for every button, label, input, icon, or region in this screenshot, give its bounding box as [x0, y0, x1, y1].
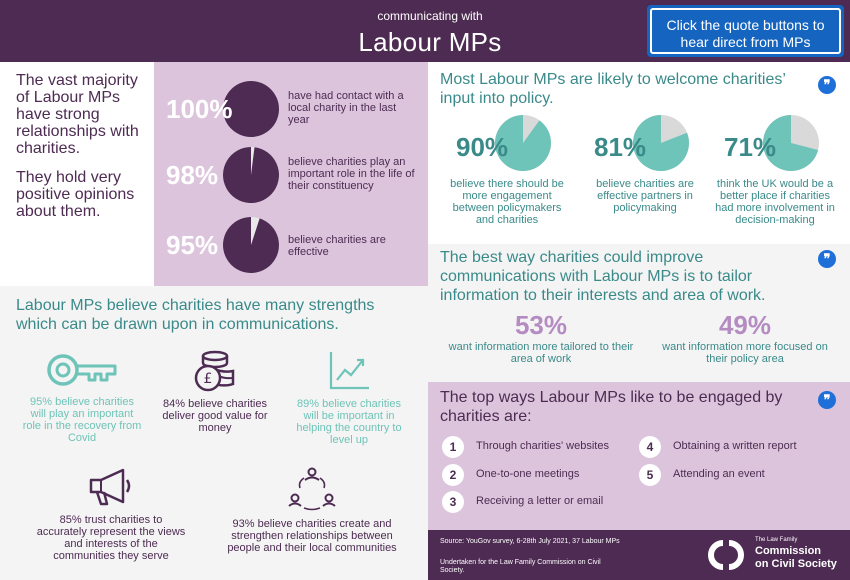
- stat-percent: 81%: [594, 132, 647, 162]
- strength-label: 93% believe charities create and strengthen relationships between people and their local communities: [227, 518, 397, 554]
- stat-label: want information more focused on their policy area: [662, 341, 828, 365]
- strengths-heading: Labour MPs believe charities have many strengths which can be drawn upon in communications.: [16, 297, 375, 333]
- policy-input-heading: Most Labour MPs are likely to welcome charities’ input into policy.: [440, 71, 786, 107]
- best-way-heading: The best way charities could improve communications with Labour MPs is to tailor information to their interests and area of work.: [440, 249, 766, 304]
- stat-row: [154, 146, 428, 206]
- policy-input-panel: [428, 62, 850, 244]
- quote-button[interactable]: ❞: [818, 391, 836, 409]
- rank-badge: 3: [442, 491, 464, 513]
- intro-panel: [0, 62, 154, 286]
- stat-label: want information more tailored to their area of work: [448, 341, 634, 365]
- engagement-text: Attending an event: [673, 468, 765, 480]
- page-title: Labour MPs: [358, 27, 502, 57]
- strength-item: [36, 466, 186, 562]
- network-icon: [288, 466, 336, 512]
- engagement-text: One-to-one meetings: [476, 468, 580, 480]
- stat-percent: 71%: [724, 132, 777, 162]
- svg-text:£: £: [203, 371, 213, 387]
- megaphone-icon: [87, 466, 135, 508]
- engagement-text: Through charities' websites: [476, 440, 609, 452]
- header-subtitle: communicating with: [377, 9, 483, 23]
- stat-row: [154, 216, 428, 276]
- engagement-text: Obtaining a written report: [673, 440, 797, 452]
- strengths-panel: [0, 286, 428, 580]
- key-icon: [45, 350, 119, 390]
- logo-small-text: The Law Family: [755, 537, 798, 543]
- undertaken-note: Undertaken for the Law Family Commission on Civil Society.: [440, 559, 601, 574]
- stat-label: believe charities are effective: [288, 234, 386, 258]
- rank-badge: 4: [639, 436, 661, 458]
- stat-percent: 98%: [166, 160, 219, 190]
- strength-item: [290, 350, 408, 446]
- stat-label: think the UK would be a better place if charities had more involvement in decision-making: [715, 178, 835, 226]
- relationship-stats-panel: [154, 62, 428, 286]
- stat-percent: 100%: [166, 94, 233, 124]
- coins-icon: [193, 350, 237, 392]
- logo-line-1: Commission: [755, 545, 822, 557]
- stat-label: believe charities play an important role in the life of their constituency: [288, 156, 415, 192]
- engagement-text: Receiving a letter or email: [476, 495, 604, 507]
- strength-label: 85% trust charities to accurately represent the views and interests of the communities they serve: [36, 514, 186, 562]
- footer: [428, 530, 850, 580]
- stat-label: believe charities are effective partners in policymaking: [596, 178, 694, 214]
- engagement-heading: The top ways Labour MPs like to be engaged by charities are:: [440, 389, 783, 425]
- intro-text-1: The vast majority of Labour MPs have strong relationships with charities.: [16, 72, 139, 157]
- stat-percent: 53%: [514, 310, 568, 340]
- rank-badge: 5: [639, 464, 661, 486]
- stat-label: have had contact with a local charity in the last year: [288, 90, 404, 126]
- strength-label: 84% believe charities deliver good value for money: [162, 398, 268, 434]
- rank-badge: 1: [442, 436, 464, 458]
- header: [0, 0, 850, 62]
- commission-logo-icon: [705, 537, 747, 573]
- quote-instruction-button[interactable]: [647, 5, 844, 57]
- best-way-panel: [428, 244, 850, 382]
- best-way-stat: [650, 310, 840, 365]
- engagement-panel: [428, 382, 850, 530]
- strength-item: [156, 350, 274, 434]
- stat-percent: 95%: [166, 230, 219, 260]
- logo-line-2: on Civil Society: [755, 558, 837, 570]
- stat-percent: 49%: [718, 310, 772, 340]
- strength-item: [22, 350, 142, 444]
- best-way-stat: [446, 310, 636, 365]
- quote-button[interactable]: ❞: [818, 76, 836, 94]
- quote-button[interactable]: ❞: [818, 250, 836, 268]
- intro-text-2: They hold very positive opinions about them.: [16, 169, 135, 220]
- source-note: Source: YouGov survey, 6-28th July 2021, 37 Labour MPs: [440, 538, 620, 545]
- rank-badge: 2: [442, 464, 464, 486]
- strength-item: [220, 466, 404, 554]
- strength-label: 95% believe charities will play an important role in the recovery from Covid: [22, 396, 142, 444]
- chart-up-icon: [327, 350, 371, 392]
- strength-label: 89% believe charities will be important in helping the country to level up: [296, 398, 402, 446]
- stat-row: [154, 80, 428, 140]
- stat-percent: 90%: [456, 132, 509, 162]
- quote-instruction-label: Click the quote buttons to hear direct from MPs: [650, 8, 841, 54]
- stat-label: believe there should be more engagement between policymakers and charities: [450, 178, 564, 226]
